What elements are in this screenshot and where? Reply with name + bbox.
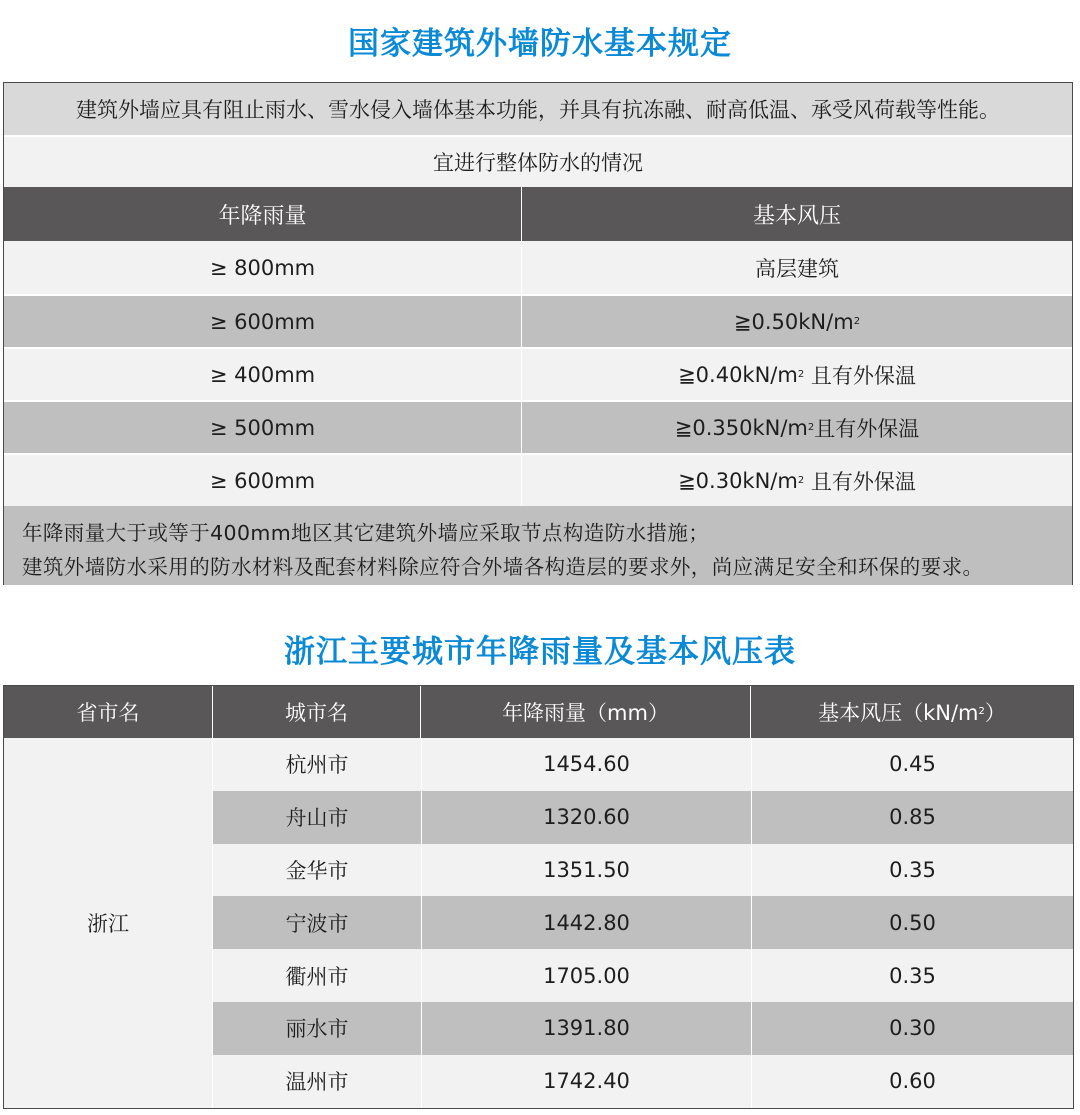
wind-suffix: 且有外保温 xyxy=(814,416,920,441)
rainfall-cell: 1391.80 xyxy=(422,1002,752,1055)
intro-text: 建筑外墙应具有阻止雨水、雪水侵入墙体基本功能，并具有抗冻融、耐高低温、承受风荷载等性能。 xyxy=(4,83,1072,135)
table-row xyxy=(4,347,1072,400)
wind-pressure-cell: 0.35 xyxy=(889,963,936,988)
rainfall-cell: 1705.00 xyxy=(422,949,752,1002)
city-cell: 丽水市 xyxy=(213,1002,422,1055)
header-province: 省市名 xyxy=(4,686,213,738)
header-wind-pressure: 基本风压 xyxy=(752,203,841,229)
rainfall-cell: ≥ 600mm xyxy=(4,455,522,506)
province-cell: 浙江 xyxy=(4,738,213,1108)
wind-pressure-cell: 0.45 xyxy=(889,752,936,777)
wind-pressure-cell: ≧0.30kN/m 2 且有外保温 xyxy=(522,455,1072,506)
table-row xyxy=(4,294,1072,347)
wind-pressure-cell: 0.30 xyxy=(889,1016,936,1041)
wind-pressure-cell: 0.35 xyxy=(889,857,936,882)
rainfall-cell: ≥ 600mm xyxy=(4,296,522,347)
city-cell: 杭州市 xyxy=(213,738,422,791)
table-row xyxy=(213,1002,1073,1055)
intro-row xyxy=(4,83,1072,135)
table-row xyxy=(213,791,1073,844)
notes-block xyxy=(4,506,1072,585)
rainfall-cell: 1442.80 xyxy=(422,896,752,949)
rainfall-cell: 1454.60 xyxy=(422,738,752,791)
rainfall-cell: 1351.50 xyxy=(422,844,752,897)
wind-pressure-cell: 0.60 xyxy=(889,1069,936,1094)
zhejiang-cities-table xyxy=(3,685,1074,1109)
city-cell: 宁波市 xyxy=(213,896,422,949)
city-cell: 衢州市 xyxy=(213,949,422,1002)
page-title-regulations: 国家建筑外墙防水基本规定 xyxy=(348,26,732,62)
wind-pressure-cell: 0.50 xyxy=(889,910,936,935)
city-cell: 温州市 xyxy=(213,1055,422,1108)
table2-body xyxy=(213,738,1073,1108)
city-cell: 金华市 xyxy=(213,844,422,897)
table-row xyxy=(213,896,1073,949)
table2-header-row xyxy=(4,686,1073,738)
subheading-row xyxy=(4,135,1072,187)
table-row xyxy=(213,1055,1073,1108)
table-row xyxy=(213,738,1073,791)
wind-value: ≧0.350kN/m xyxy=(674,415,808,440)
header-wind-label: 基本风压（kN/m xyxy=(818,701,979,725)
subheading-text: 宜进行整体防水的情况 xyxy=(433,151,643,175)
wind-value: ≧0.40kN/m xyxy=(678,362,798,387)
wind-pressure-cell: ≧0.350kN/m 2 且有外保温 xyxy=(522,402,1072,453)
note-line: 年降雨量大于或等于400mm地区其它建筑外墙应采取节点构造防水措施； xyxy=(22,521,710,545)
header-rainfall: 年降雨量 xyxy=(4,187,522,241)
wind-pressure-cell: ≧0.50kN/m 2 xyxy=(733,309,861,334)
wind-pressure-cell: 高层建筑 xyxy=(755,256,839,281)
note-line: 建筑外墙防水采用的防水材料及配套材料除应符合外墙各构造层的要求外，尚应满足安全和环保的要求。 xyxy=(22,555,984,579)
regulations-table xyxy=(3,82,1073,585)
rainfall-cell: ≥ 400mm xyxy=(4,349,522,400)
table-row xyxy=(213,844,1073,897)
header-rainfall: 年降雨量（mm） xyxy=(421,686,751,738)
wind-pressure-cell: 0.85 xyxy=(889,805,936,830)
wind-suffix: 且有外保温 xyxy=(804,363,916,388)
rainfall-cell: 1320.60 xyxy=(422,791,752,844)
header-wind-pressure: 基本风压（kN/m 2 ） xyxy=(751,686,1073,738)
rainfall-cell: 1742.40 xyxy=(422,1055,752,1108)
table1-header-row xyxy=(4,187,1072,241)
table-row xyxy=(4,241,1072,294)
table-row xyxy=(4,453,1072,506)
table-row xyxy=(213,949,1073,1002)
rainfall-cell: ≥ 800mm xyxy=(4,241,522,294)
wind-value: ≧0.30kN/m xyxy=(678,468,798,493)
wind-value: ≧0.50kN/m xyxy=(733,309,854,334)
wind-pressure-cell: ≧0.40kN/m 2 且有外保温 xyxy=(522,349,1072,400)
table-row xyxy=(4,400,1072,453)
wind-suffix: 且有外保温 xyxy=(804,469,916,494)
header-city: 城市名 xyxy=(213,686,421,738)
page-title-zhejiang: 浙江主要城市年降雨量及基本风压表 xyxy=(284,634,796,670)
header-wind-close: ） xyxy=(984,701,1006,725)
city-cell: 舟山市 xyxy=(213,791,422,844)
rainfall-cell: ≥ 500mm xyxy=(4,402,522,453)
